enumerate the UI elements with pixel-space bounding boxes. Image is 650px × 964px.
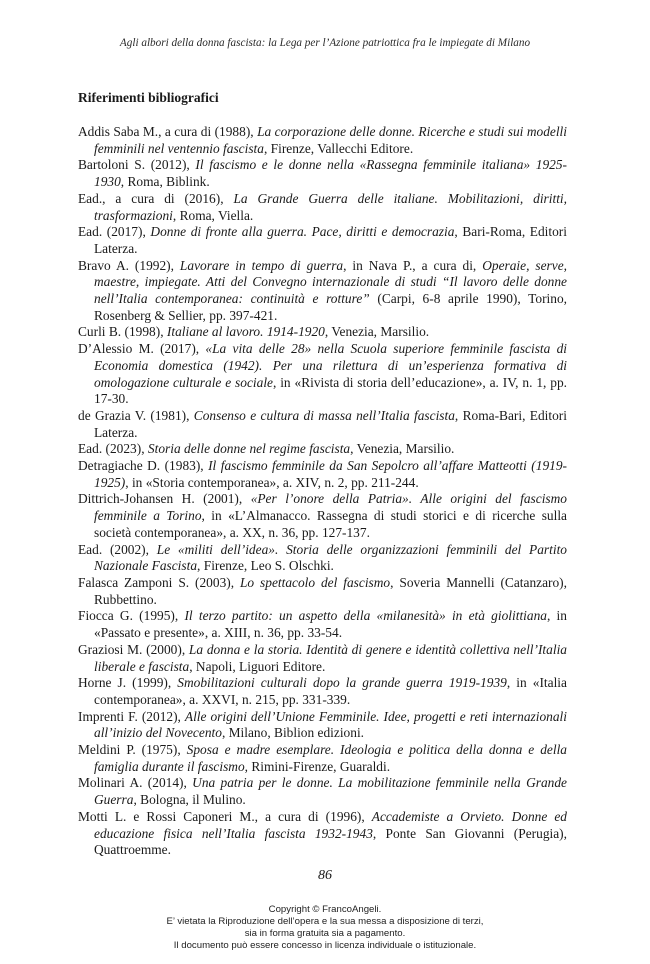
reference-text: , Venezia, Marsilio.: [350, 441, 455, 457]
reference-entry: [78, 408, 567, 441]
reference-title: Il fascismo femminile da San Sepolcro all’affare Matteotti (1919-1925): [94, 458, 567, 490]
reference-text: Ead., a cura di (2016),: [78, 190, 234, 206]
reference-text: Motti L. e Rossi Caponeri M., a cura di (1996),: [78, 808, 372, 824]
reference-text: , Firenze, Vallecchi Editore.: [263, 140, 414, 156]
reference-entry: [78, 575, 567, 608]
reference-text: , Firenze, Leo S. Olschki.: [197, 558, 334, 574]
copyright-line: Il documento può essere concesso in licenza individuale o istituzionale.: [173, 940, 477, 951]
reference-title: La donna e la storia. Identità di genere e identità collettiva nell’Italia liberale e fascista: [94, 641, 567, 674]
reference-title: Le «militi dell’idea». Storia delle organizzazioni femminili del Partito Nazionale Fascista: [94, 541, 567, 574]
reference-text: , in «Passato e presente», a. XIII, n. 36, pp. 33-54.: [94, 608, 567, 641]
reference-title: Lo spettacolo del fascismo: [239, 574, 391, 590]
reference-text: , in «Storia contemporanea», a. XIV, n. 2, pp. 211-244.: [125, 474, 419, 490]
reference-text: , Milano, Biblion edizioni.: [221, 725, 365, 741]
reference-text: Bartoloni S. (2012),: [78, 157, 196, 173]
reference-entry: [78, 441, 567, 458]
reference-text: Curli B. (1998),: [78, 324, 167, 340]
reference-text: Falasca Zamponi S. (2003),: [78, 574, 240, 590]
reference-text: , Roma-Bari, Editori Laterza.: [94, 407, 567, 440]
reference-entry: [78, 124, 567, 157]
reference-entry: [78, 775, 567, 808]
reference-title: «Per l’onore della Patria». Alle origini del fascismo femminile a Torino: [94, 491, 567, 524]
reference-text: (Carpi, 6-8 aprile 1990), Torino, Rosenberg & Sellier, pp. 397-421.: [94, 291, 567, 323]
reference-title: «La vita delle 28» nella Scuola superiore femminile fascista di Economia domestica (1942). Per una rilettura di un’esperienza formativa di omologazione culturale e sociale: [94, 341, 567, 390]
reference-text: , Ponte San Giovanni (Perugia), Quattroemme.: [94, 825, 567, 858]
reference-title: Sposa e madre esemplare. Ideologia e politica della donna e della famiglia durante il fascismo: [94, 742, 567, 774]
page-number: 86: [318, 868, 332, 883]
reference-text: , Roma, Biblink.: [120, 174, 210, 190]
reference-entry: [78, 341, 567, 408]
reference-entry: [78, 458, 567, 491]
reference-title: Il fascismo e le donne nella «Rassegna femminile italiana» 1925-1930: [94, 157, 567, 190]
reference-entry: [78, 742, 567, 775]
reference-title: Consenso e cultura di massa nell’Italia fascista: [193, 407, 455, 423]
reference-title: Storia delle donne nel regime fascista: [147, 441, 351, 457]
reference-entry: [78, 709, 567, 742]
reference-text: D’Alessio M. (2017),: [78, 341, 206, 357]
reference-title: La corporazione delle donne. Ricerche e studi sui modelli femminili nel ventennio fascista: [94, 124, 567, 156]
reference-text: , in «L’Almanacco. Rassegna di studi storici e di ricerche sulla società contemporanea», a. XX, n. 36, pp. 127-137.: [94, 508, 567, 540]
reference-title: Alle origini dell’Unione Femminile. Idee, progetti e reti internazionali all’inizio del Novecento: [94, 708, 567, 741]
reference-text: Ead. (2017),: [78, 224, 151, 240]
reference-text: , Bari-Roma, Editori Laterza.: [94, 224, 567, 256]
reference-text: de Grazia V. (1981),: [78, 407, 194, 423]
reference-title: Il terzo partito: un aspetto della «milanesità» in età giolittiana: [184, 608, 547, 624]
reference-text: Fiocca G. (1995),: [78, 608, 185, 624]
reference-text: , Roma, Viella.: [172, 207, 254, 223]
reference-text: Ead. (2023),: [78, 441, 148, 457]
reference-text: Meldini P. (1975),: [78, 742, 187, 758]
bibliography-list: [78, 124, 567, 859]
reference-text: Molinari A. (2014),: [78, 775, 193, 791]
reference-text: Dittrich-Johansen H. (2001),: [78, 491, 251, 507]
reference-text: , Bologna, il Mulino.: [133, 792, 246, 808]
reference-entry: [78, 224, 567, 257]
reference-title: Donne di fronte alla guerra. Pace, diritti e democrazia: [150, 224, 455, 240]
reference-title: La Grande Guerra delle italiane. Mobilitazioni, diritti, trasformazioni: [94, 190, 567, 223]
reference-text: Detragiache D. (1983),: [78, 458, 209, 474]
reference-text: , in Nava P., a cura di,: [343, 257, 483, 273]
copyright-line: Copyright © FrancoAngeli.: [268, 904, 382, 915]
reference-text: , Venezia, Marsilio.: [324, 324, 430, 340]
reference-title: Smobilitazioni culturali dopo la grande guerra 1919-1939: [177, 675, 507, 691]
reference-title: Accademiste a Orvieto. Donne ed educazione fisica nell’Italia fascista 1932-1943: [94, 808, 567, 841]
reference-text: , Napoli, Liguori Editore.: [189, 658, 326, 674]
reference-title: Una patria per le donne. La mobilitazione femminile nella Grande Guerra: [94, 775, 567, 808]
reference-entry: [78, 642, 567, 675]
reference-text: , in «Rivista di storia dell’educazione», a. IV, n. 1, pp. 17-30.: [94, 374, 567, 407]
reference-entry: [78, 191, 567, 224]
running-header: Agli albori della donna fascista: la Lega per l’Azione patriottica fra le impiegate di Milano: [119, 37, 531, 49]
reference-entry: [78, 157, 567, 190]
copyright-line: sia in forma gratuita sia a pagamento.: [244, 928, 406, 939]
reference-entry: [78, 675, 567, 708]
reference-text: , Soveria Mannelli (Catanzaro), Rubbettino.: [94, 574, 567, 607]
reference-title: Lavorare in tempo di guerra: [179, 257, 344, 273]
reference-entry: [78, 542, 567, 575]
reference-text: Addis Saba M., a cura di (1988),: [78, 124, 258, 139]
reference-text: Ead. (2002),: [78, 541, 157, 557]
reference-title: Operaie, serve, maestre, impiegate. Atti del Convegno internazionale di studi “Il lavoro delle donne nell’Italia contemporanea: continuità e rotture”: [94, 257, 568, 307]
reference-text: , in «Italia contemporanea», a. XXVI, n. 215, pp. 331-339.: [94, 675, 567, 707]
reference-text: Horne J. (1999),: [78, 675, 178, 691]
reference-entry: [78, 491, 567, 541]
reference-entry: [78, 809, 567, 859]
reference-text: , Rimini-Firenze, Guaraldi.: [244, 758, 391, 774]
reference-title: Italiane al lavoro. 1914-1920: [166, 324, 325, 340]
copyright-line: E’ vietata la Riproduzione dell’opera e la sua messa a disposizione di terzi,: [166, 916, 484, 927]
reference-entry: [78, 324, 567, 341]
copyright-notice: [0, 904, 650, 952]
reference-text: Graziosi M. (2000),: [78, 641, 189, 657]
reference-entry: [78, 258, 567, 325]
reference-entry: [78, 608, 567, 641]
section-title: Riferimenti bibliografici: [78, 90, 219, 105]
reference-text: Bravo A. (1992),: [78, 257, 180, 273]
reference-text: Imprenti F. (2012),: [78, 708, 185, 724]
